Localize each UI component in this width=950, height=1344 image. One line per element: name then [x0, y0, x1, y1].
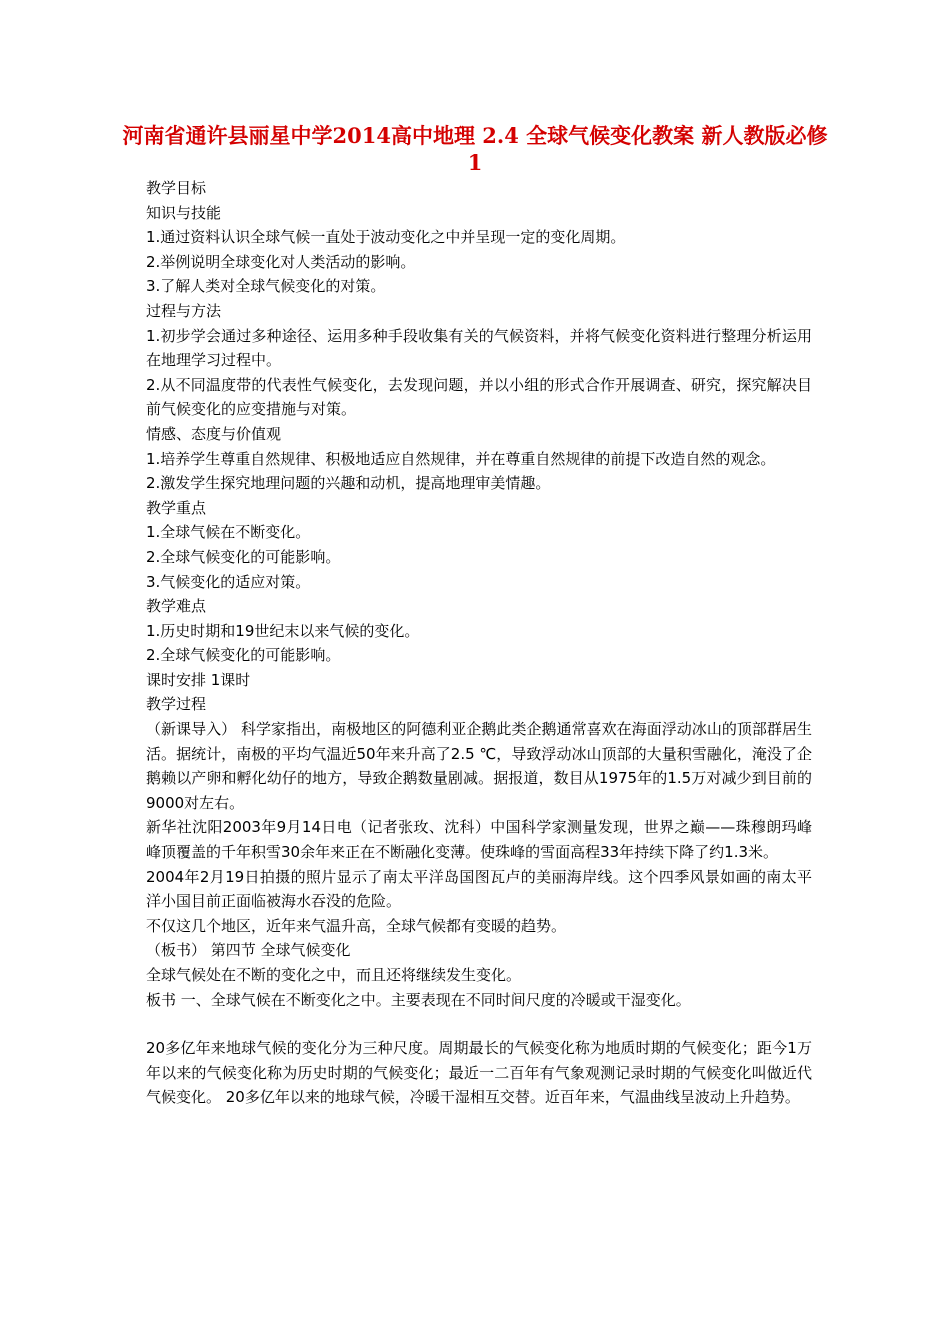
heading-teaching-process: 教学过程 [146, 695, 207, 714]
subheading-process-methods: 过程与方法 [146, 301, 222, 320]
body-paragraph: 全球气候处在不断的变化之中，而且还将继续发生变化。 [146, 966, 522, 984]
document-body [146, 176, 812, 1110]
list-item: 3.气候变化的适应对策。 [146, 572, 311, 591]
body-paragraph: 新华社沈阳2003年9月14日电（记者张玫、沈科）中国科学家测量发现，世界之巅——珠穆朗玛峰峰顶覆盖的千年积雪30余年来正在不断融化变薄。使珠峰的雪面高程33年持续下降了约1.3米。 [146, 818, 812, 862]
body-paragraph: （新课导入） 科学家指出，南极地区的阿德利亚企鹅此类企鹅通常喜欢在海面浮动冰山的顶部群居生活。据统计，南极的平均气温近50年来升高了2.5 ℃，导致浮动冰山顶部的大量积雪融化，淹没了企鹅赖以产卵和孵化幼仔的地方，导致企鹅数量剧减。据报道，数目从1975年的1.5万对减少到目前的9000对左右。 [146, 720, 812, 812]
list-item: 1.历史时期和19世纪末以来气候的变化。 [146, 621, 420, 640]
list-item: 2.举例说明全球变化对人类活动的影响。 [146, 252, 416, 271]
list-item: 2.从不同温度带的代表性气候变化，去发现问题，并以小组的形式合作开展调查、研究，探究解决目前气候变化的应变措施与对策。 [146, 375, 812, 419]
paragraph-spacer [146, 1012, 812, 1036]
list-item: 3.了解人类对全球气候变化的对策。 [146, 277, 386, 296]
list-item: 1.通过资料认识全球气候一直处于波动变化之中并呈现一定的变化周期。 [146, 228, 626, 247]
blackboard-point: 板书 一、全球气候在不断变化之中。主要表现在不同时间尺度的冷暖或干湿变化。 [146, 990, 691, 1009]
body-paragraph: 20多亿年来地球气候的变化分为三种尺度。周期最长的气候变化称为地质时期的气候变化；距今1万年以来的气候变化称为历史时期的气候变化；最近一二百年有气象观测记录时期的气候变化叫做近代气候变化。 20多亿年以来的地球气候，冷暖干湿相互交替。近百年来，气温曲线呈波动上升趋势。 [146, 1039, 812, 1107]
subheading-attitudes-values: 情感、态度与价值观 [146, 424, 282, 443]
list-item: 2.全球气候变化的可能影响。 [146, 646, 341, 665]
list-item: 2.激发学生探究地理问题的兴趣和动机，提高地理审美情趣。 [146, 474, 551, 493]
list-item: 1.全球气候在不断变化。 [146, 523, 311, 542]
class-schedule: 课时安排 1课时 [146, 670, 251, 689]
heading-teaching-goals: 教学目标 [146, 179, 207, 197]
body-paragraph: 不仅这几个地区，近年来气温升高，全球气候都有变暖的趋势。 [146, 916, 567, 935]
subheading-knowledge-skills: 知识与技能 [146, 203, 222, 222]
heading-key-points: 教学重点 [146, 498, 207, 517]
list-item: 1.初步学会通过多种途径、运用多种手段收集有关的气候资料，并将气候变化资料进行整理分析运用在地理学习过程中。 [146, 326, 812, 370]
blackboard-heading: （板书） 第四节 全球气候变化 [146, 941, 351, 960]
heading-difficulties: 教学难点 [146, 597, 207, 616]
document-title: 河南省通许县丽星中学2014高中地理 2.4 全球气候变化教案 新人教版必修1 [122, 123, 828, 175]
body-paragraph: 2004年2月19日拍摄的照片显示了南太平洋岛国图瓦卢的美丽海岸线。这个四季风景如画的南太平洋小国目前正面临被海水吞没的危险。 [146, 867, 812, 911]
list-item: 2.全球气候变化的可能影响。 [146, 547, 341, 566]
list-item: 1.培养学生尊重自然规律、积极地适应自然规律，并在尊重自然规律的前提下改造自然的观念。 [146, 449, 776, 468]
